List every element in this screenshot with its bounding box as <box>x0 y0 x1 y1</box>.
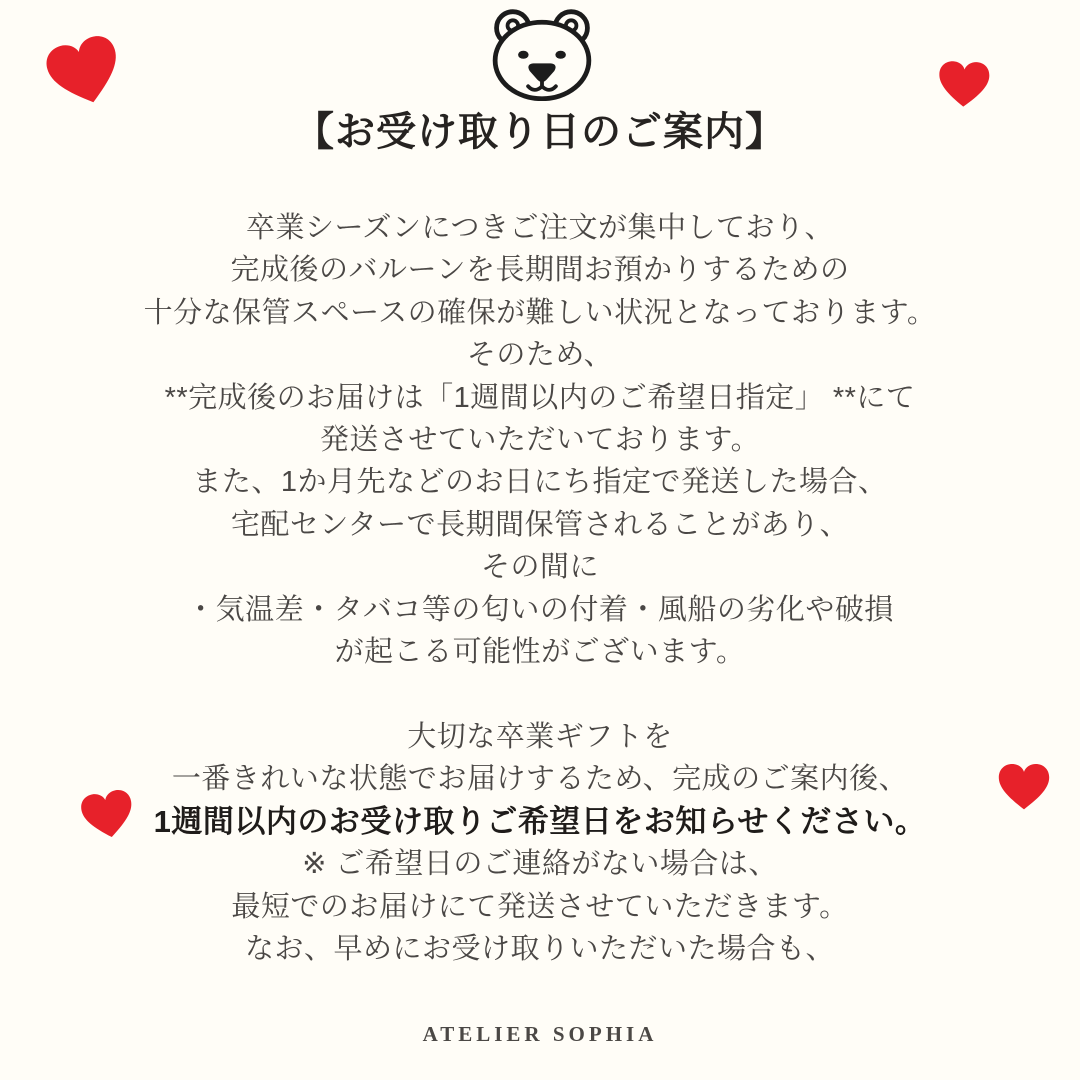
notice-paragraph-2 <box>0 716 1080 970</box>
notice-paragraph-1 <box>0 207 1080 673</box>
notice-line: 卒業シーズンにつきご注文が集中しており、 <box>246 212 834 244</box>
notice-line: 十分な保管スペースの確保が難しい状況となっております。 <box>143 296 937 329</box>
brand-signature: ATELIER SOPHIA <box>422 1022 658 1046</box>
notice-line: 一番きれいな状態でお届けするため、完成のご案内後、 <box>171 763 909 796</box>
notice-line: 発送させていただいております。 <box>319 424 761 457</box>
notice-line: 完成後のバルーンを長期間お預かりするための <box>230 254 850 287</box>
notice-line: 大切な卒業ギフトを <box>407 721 673 753</box>
page-title: 【お受け取り日のご案内】 <box>294 110 786 154</box>
bear-face-icon <box>487 5 597 100</box>
notice-line: が起こる可能性がございます。 <box>334 636 746 669</box>
notice-line: ※ ご希望日のご連絡がない場合は、 <box>302 848 778 881</box>
notice-line: また、1か月先などのお日にち指定で発送した場合、 <box>192 466 888 499</box>
notice-line: **完成後のお届けは「1週間以内のご希望日指定」 **にて <box>164 381 916 414</box>
notice-line: そのため、 <box>466 339 614 372</box>
notice-line: ・気温差・タバコ等の匂いの付着・風船の劣化や破損 <box>186 593 894 626</box>
notice-line-emphasis: 1週間以内のお受け取りご希望日をお知らせください。 <box>153 803 927 839</box>
notice-line: なお、早めにお受け取りいただいた場合も、 <box>244 933 835 966</box>
notice-line: 宅配センターで長期間保管されることがあり、 <box>230 508 850 541</box>
notice-line: その間に <box>480 551 599 584</box>
notice-line: 最短でのお届けにて発送させていただきます。 <box>231 890 849 923</box>
